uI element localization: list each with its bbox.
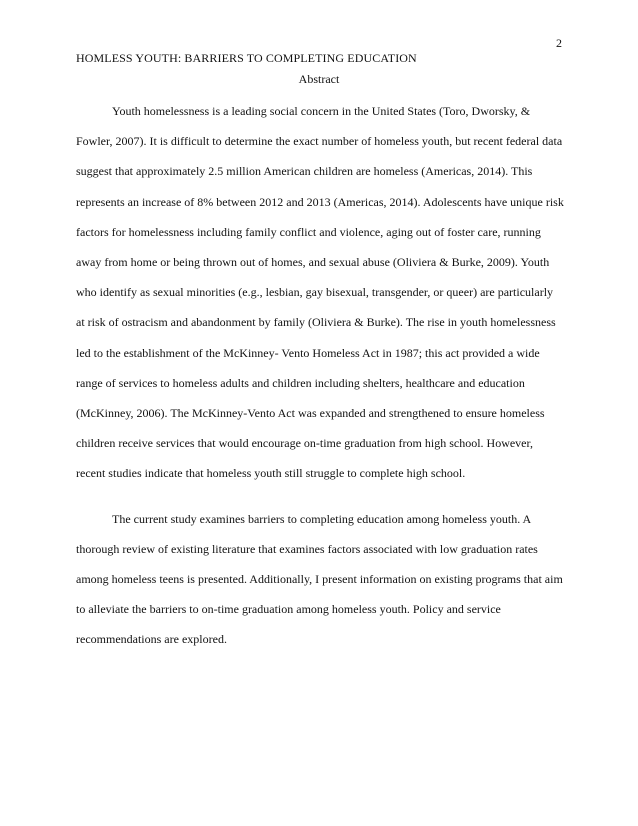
- abstract-paragraph-1: Youth homelessness is a leading social concern in the United States (Toro, Dworsky, & Fowler, 2007). It is difficult to determine the exact number of homeless youth, but recent federal data suggest that approximately 2.5 million American children are homeless (Americas, 2014). This represents an increase of 8% between 2012 and 2013 (Americas, 2014). Adolescents have unique risk factors for homelessness including family conflict and violence, aging out of foster care, running away from home or being thrown out of homes, and sexual abuse (Oliviera & Burke, 2009). Youth who identify as sexual minorities (e.g., lesbian, gay bisexual, transgender, or queer) are particularly at risk of ostracism and abandonment by family (Oliviera & Burke). The rise in youth homelessness led to the establishment of the McKinney- Vento Homeless Act in 1987; this act provided a wide range of services to homeless adults and children including shelters, healthcare and education (McKinney, 2006). The McKinney-Vento Act was expanded and strengthened to ensure homeless children receive services that would encourage on-time graduation from high school. However, recent studies indicate that homeless youth still struggle to complete high school.: [76, 104, 564, 481]
- page-number: 2: [556, 36, 562, 50]
- running-head: HOMLESS YOUTH: BARRIERS TO COMPLETING EDUCATION: [76, 51, 417, 65]
- abstract-title: Abstract: [298, 72, 340, 86]
- abstract-paragraph-2: The current study examines barriers to completing education among homeless youth. A thorough review of existing literature that examines factors associated with low graduation rates among homeless teens is presented. Additionally, I present information on existing programs that aim to alleviate the barriers to on-time graduation among homeless youth. Policy and service recommendations are explored.: [76, 511, 563, 647]
- abstract-body: [76, 96, 564, 655]
